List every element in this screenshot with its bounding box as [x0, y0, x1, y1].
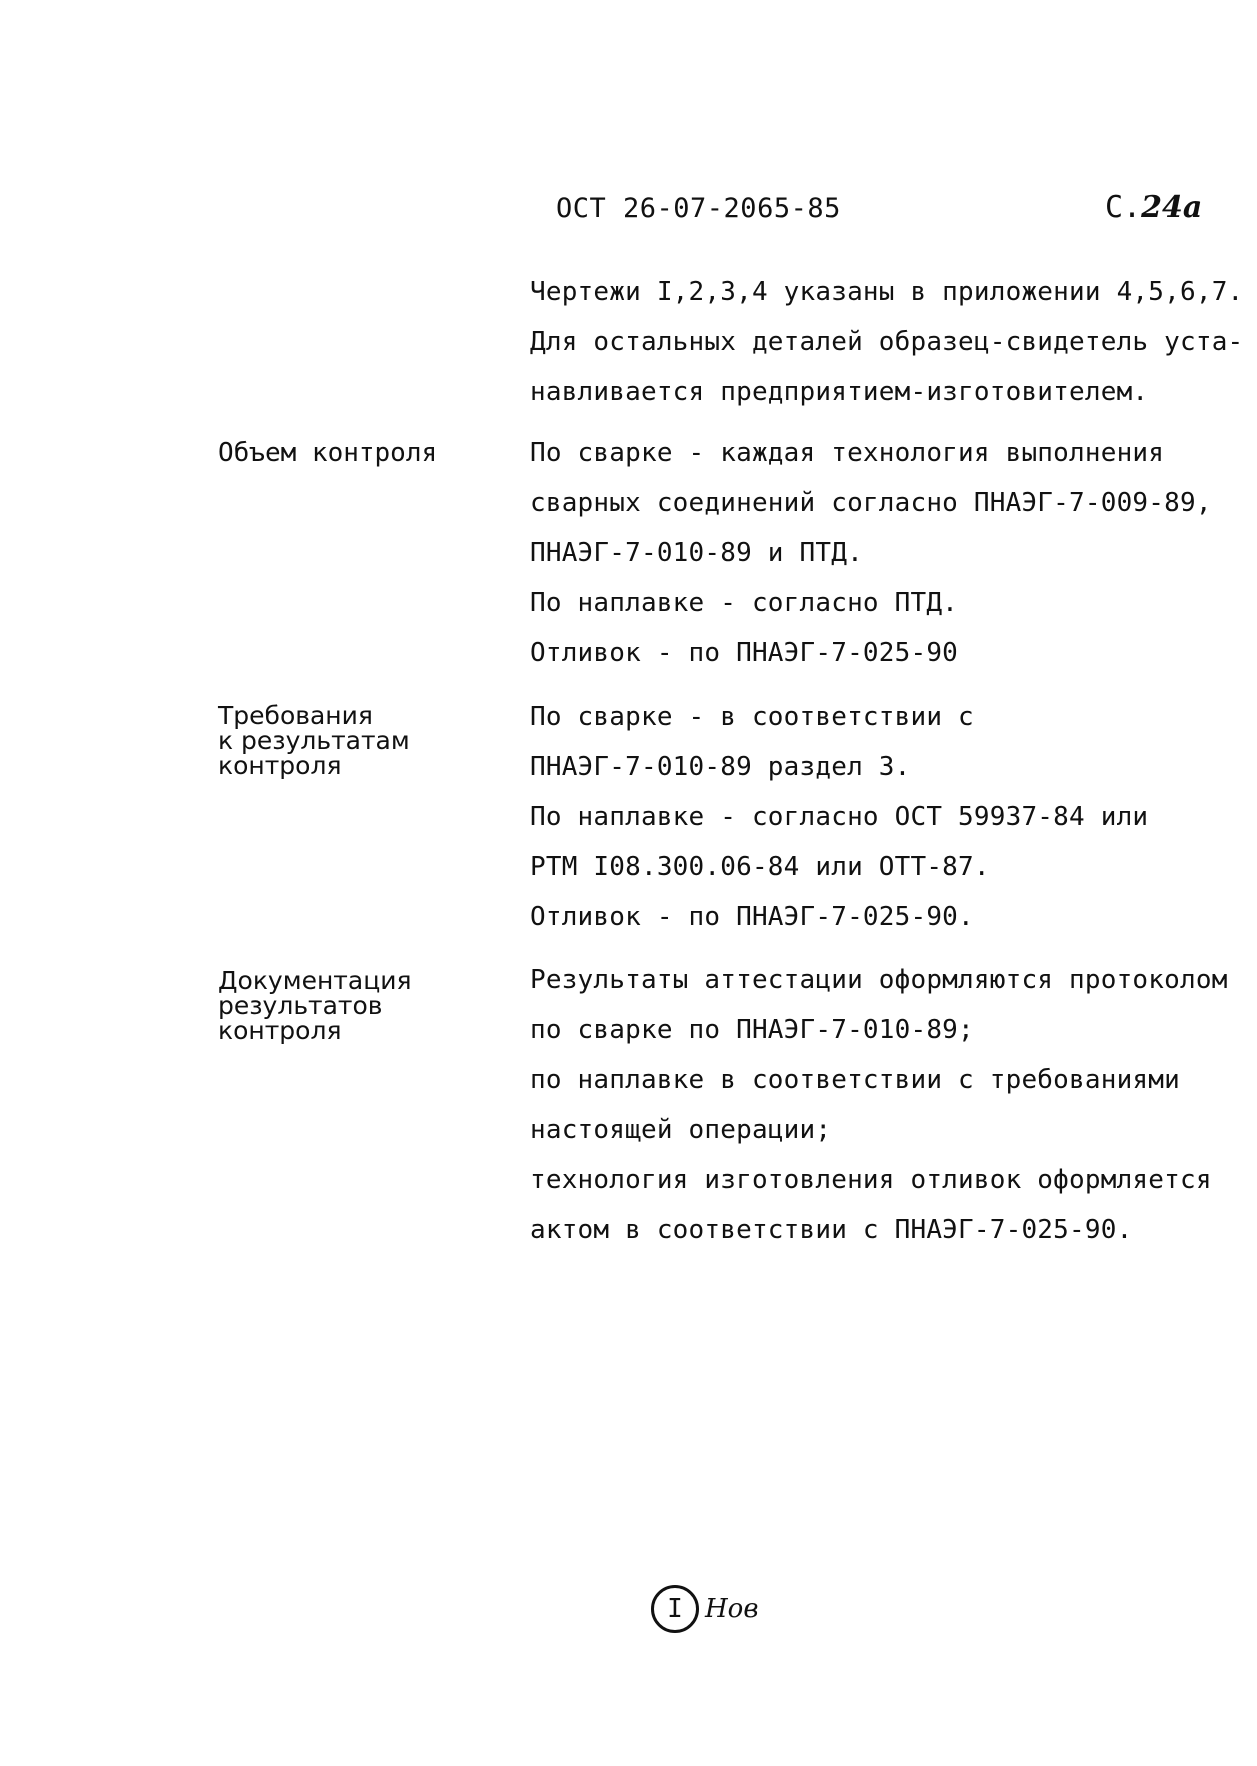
- section-body-scope: [530, 428, 1230, 678]
- section-line: По наплавке - согласно ОСТ 59937-84 или: [530, 802, 1149, 832]
- section-line: По наплавке - согласно ПТД.: [530, 588, 959, 618]
- section-line: сварных соединений согласно ПНАЭГ-7-009-89,: [530, 488, 1212, 518]
- section-label-requirements: Требования к результатам контроля: [218, 701, 410, 780]
- section-line: По сварке - каждая технология выполнения: [530, 438, 1165, 468]
- section-line: Результаты аттестации оформляются протоколом: [530, 965, 1228, 995]
- page-number: [1105, 190, 1202, 225]
- section-body-requirements: [530, 692, 1230, 942]
- section-line: актом в соответствии с ПНАЭГ-7-025-90.: [530, 1215, 1133, 1245]
- revision-handwritten: Нов: [705, 1594, 759, 1624]
- intro-line: Для остальных деталей образец-свидетель уста-: [530, 327, 1244, 357]
- section-label-scope: Объем контроля: [218, 438, 438, 468]
- intro-line: Чертежи I,2,3,4 указаны в приложении 4,5,6,7.: [530, 277, 1244, 307]
- page-prefix: С.: [1105, 190, 1142, 225]
- intro-block: [530, 267, 1244, 417]
- section-line: по сварке по ПНАЭГ-7-010-89;: [530, 1015, 974, 1045]
- section-line: технология изготовления отливок оформляется: [530, 1165, 1212, 1195]
- section-line: ПНАЭГ-7-010-89 раздел 3.: [530, 752, 911, 782]
- section-line: РТМ I08.300.06-84 или ОТТ-87.: [530, 852, 990, 882]
- intro-line: навливается предприятием-изготовителем.: [530, 377, 1149, 407]
- revision-mark: [651, 1585, 758, 1633]
- section-line: по наплавке в соответствии с требованиями: [530, 1065, 1180, 1095]
- section-body-documentation: [530, 955, 1230, 1255]
- circled-number: I: [651, 1585, 699, 1633]
- page-number-handwritten: 24а: [1141, 190, 1203, 225]
- section-line: Отливок - по ПНАЭГ-7-025-90.: [530, 902, 974, 932]
- section-label-documentation: Документация результатов контроля: [218, 966, 412, 1045]
- section-line: настоящей операции;: [530, 1115, 832, 1145]
- section-line: ПНАЭГ-7-010-89 и ПТД.: [530, 538, 863, 568]
- document-code: ОСТ 26-07-2065-85: [556, 193, 841, 224]
- section-line: По сварке - в соответствии с: [530, 702, 974, 732]
- section-line: Отливок - по ПНАЭГ-7-025-90: [530, 638, 959, 668]
